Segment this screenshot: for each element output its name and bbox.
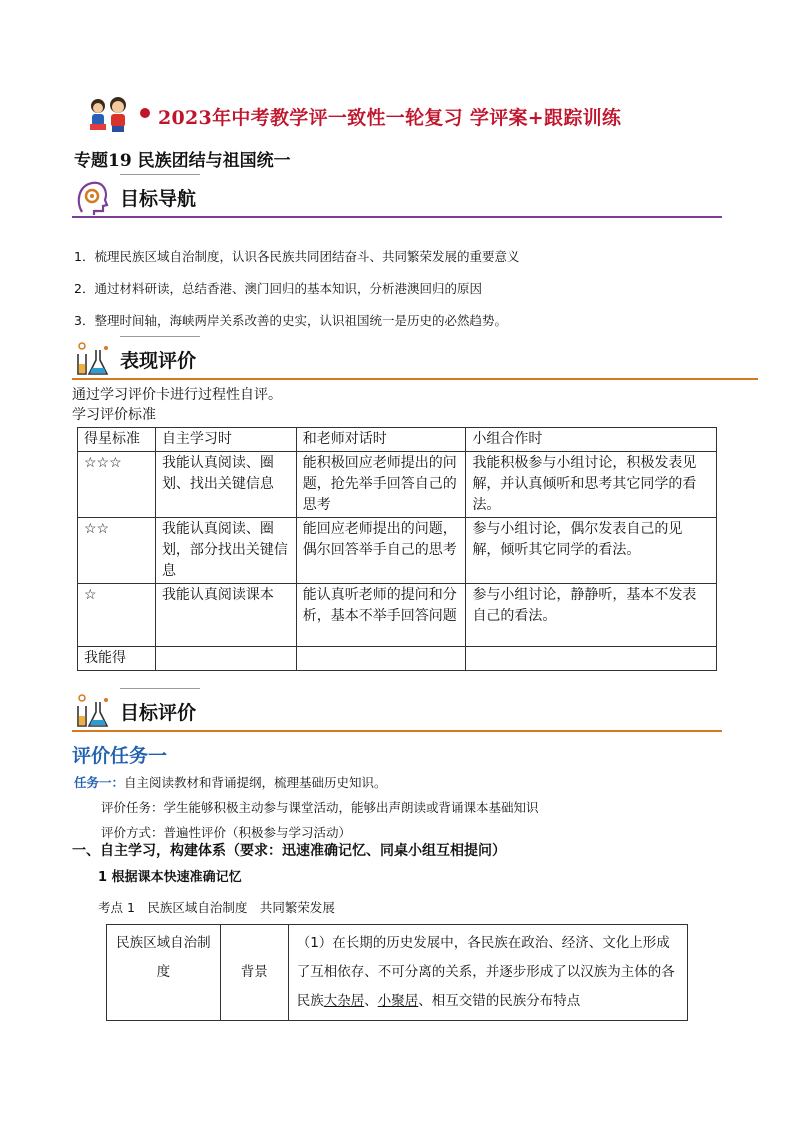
task-line (74, 773, 387, 791)
section-rule (72, 216, 722, 218)
lab-flask-icon (74, 340, 114, 378)
section-top-rule (120, 336, 200, 337)
task-title: 评价任务一 (72, 745, 168, 767)
table-cell: 背景 (220, 925, 288, 1021)
content-separator: 、 (364, 993, 378, 1009)
table-cell: 我能认真阅读课本 (155, 584, 296, 647)
section-target-eval (72, 692, 722, 732)
table-header-cell: 小组合作时 (466, 428, 717, 452)
topic-title: 专题19 民族团结与祖国统一 (74, 151, 291, 171)
table-cell: 我能得 (78, 647, 156, 671)
section-rule (72, 378, 758, 380)
table-cell: 能积极回应老师提出的问题，抢先举手回答自己的思考 (296, 452, 466, 518)
table-row (78, 518, 717, 584)
table-cell: 我能认真阅读、圈划，部分找出关键信息 (155, 518, 296, 584)
section-performance (72, 340, 758, 380)
table-cell: ☆ (78, 584, 156, 647)
table-row (78, 584, 717, 647)
section-title: 表现评价 (120, 350, 197, 372)
knowledge-table (106, 924, 688, 1021)
table-header-row (78, 428, 717, 452)
lab-flask-icon (74, 692, 114, 730)
table-cell (466, 647, 717, 671)
standard-label: 学习评价标准 (72, 407, 156, 423)
fill-blank: 小聚居 (377, 993, 419, 1009)
goal-item: 1．梳理民族区域自治制度，认识各民族共同团结奋斗、共同繁荣发展的重要意义 (74, 249, 520, 264)
table-cell: 能回应老师提出的问题，偶尔回答举手自己的思考 (296, 518, 466, 584)
section-title: 目标评价 (120, 702, 197, 724)
table-cell (155, 647, 296, 671)
table-row (78, 647, 717, 671)
step-one: 1 根据课本快速准确记忆 (98, 870, 242, 885)
table-row (78, 452, 717, 518)
section-rule (72, 730, 722, 732)
table-cell: 参与小组讨论，静静听，基本不发表自己的看法。 (466, 584, 717, 647)
kids-illustration (82, 96, 160, 134)
table-header-cell: 和老师对话时 (296, 428, 466, 452)
table-row (107, 925, 688, 1021)
task-label: 任务一： (74, 775, 125, 790)
table-cell: 我能积极参与小组讨论，积极发表见解，并认真倾听和思考其它同学的看法。 (466, 452, 717, 518)
point-one: 考点 1 民族区域自治制度 共同繁荣发展 (98, 900, 335, 915)
table-cell: ☆☆☆ (78, 452, 156, 518)
table-cell: 民族区域自治制度 (107, 925, 221, 1021)
performance-intro: 通过学习评价卡进行过程性自评。 (72, 387, 282, 403)
banner-title: 2023年中考教学评一致性一轮复习 学评案+跟踪训练 (158, 107, 622, 129)
fill-blank: 大杂居 (323, 993, 365, 1009)
table-header-cell: 得星标准 (78, 428, 156, 452)
section-top-rule (120, 174, 200, 175)
table-cell: 我能认真阅读、圈划、找出关键信息 (155, 452, 296, 518)
content-text: 、相互交错的民族分布特点 (418, 993, 581, 1009)
section-goals-nav (72, 178, 722, 218)
table-cell: ☆☆ (78, 518, 156, 584)
goal-item: 3．整理时间轴，海峡两岸关系改善的史实，认识祖国统一是历史的必然趋势。 (74, 313, 507, 328)
head-gear-icon (74, 178, 110, 216)
table-cell (288, 925, 687, 1021)
eval-task: 评价任务：学生能够积极主动参与课堂活动，能够出声朗读或背诵课本基础知识 (101, 800, 539, 815)
section-top-rule (120, 688, 200, 689)
task-text: 自主阅读教材和背诵提纲，梳理基础历史知识。 (124, 775, 387, 790)
table-cell: 能认真听老师的提问和分析，基本不举手回答问题 (296, 584, 466, 647)
goal-item: 2．通过材料研读，总结香港、澳门回归的基本知识，分析港澳回归的原因 (74, 281, 482, 296)
evaluation-table (77, 427, 717, 671)
table-cell: 参与小组讨论，偶尔发表自己的见解，倾听其它同学的看法。 (466, 518, 717, 584)
part-one-heading: 一、自主学习，构建体系（要求：迅速准确记忆、同桌小组互相提问） (72, 843, 506, 859)
table-cell (296, 647, 466, 671)
section-title: 目标导航 (120, 188, 197, 210)
eval-method: 评价方式：普遍性评价（积极参与学习活动） (101, 825, 352, 840)
table-header-cell: 自主学习时 (155, 428, 296, 452)
content-text: （1）在长期的历史发展中，各民族在政治、经济、文化上形成了互相依存、不可分离的关系，并逐步形成了以汉族为主体的各民族 (296, 935, 675, 1009)
